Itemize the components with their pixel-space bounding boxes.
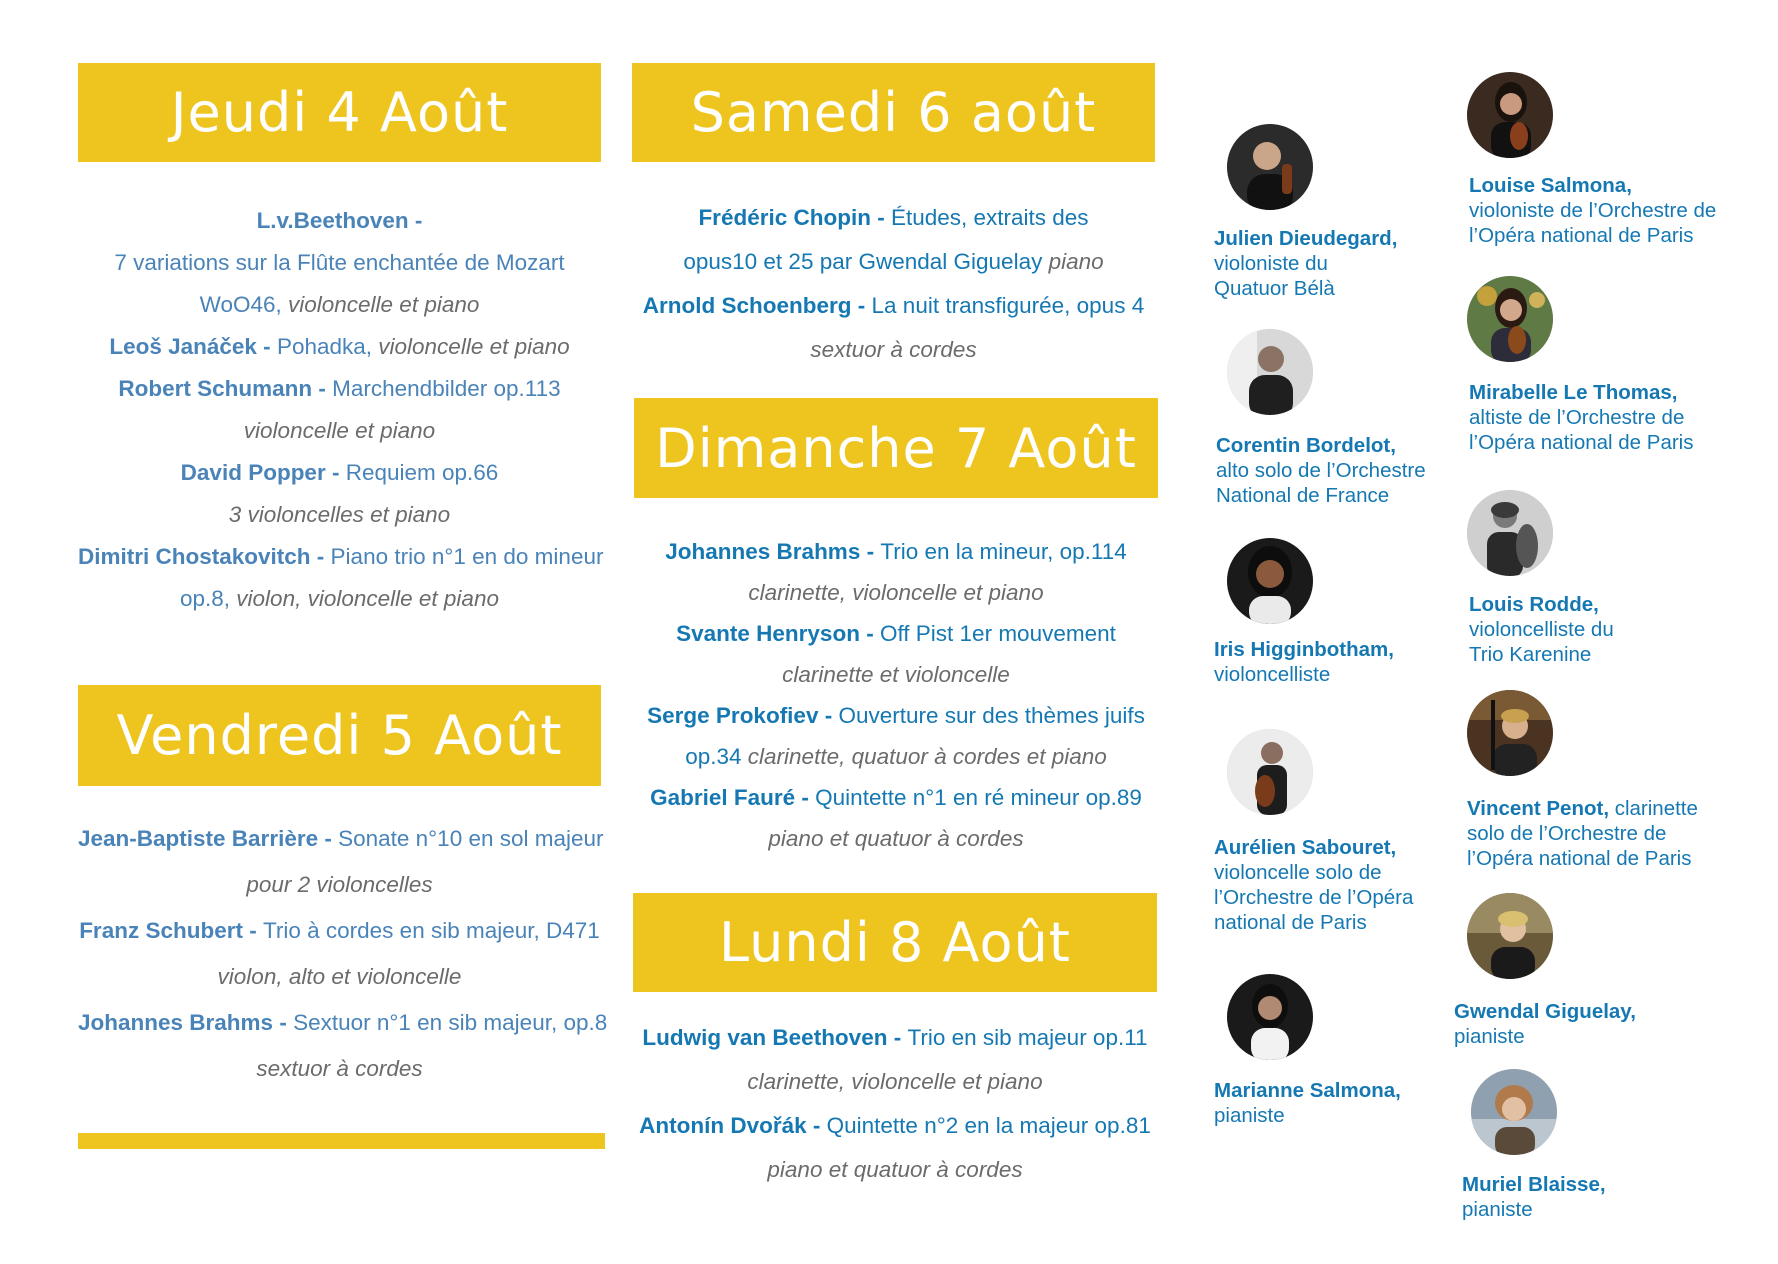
bio-marianne-salmona <box>1214 1078 1401 1128</box>
program-line <box>632 328 1155 372</box>
day-banner-dimanche: Dimanche 7 Août <box>634 398 1158 498</box>
program-line <box>633 1060 1157 1104</box>
musician-name: Mirabelle Le Thomas, <box>1469 381 1678 404</box>
composer-name: Johannes Brahms - <box>665 539 881 564</box>
composer-name: Jean-Baptiste Barrière - <box>78 826 339 851</box>
program-line <box>78 368 601 410</box>
musician-role: Quatuor Bélà <box>1214 277 1335 300</box>
musician-role: pianiste <box>1462 1198 1533 1221</box>
program-samedi <box>632 196 1155 372</box>
composer-name: Arnold Schoenberg - <box>642 293 872 318</box>
musician-role: l’Orchestre de l’Opéra <box>1214 886 1414 909</box>
avatar-corentin-bordelot <box>1227 329 1313 415</box>
avatar-louis-rodde <box>1467 490 1553 576</box>
bio-louis-rodde <box>1469 592 1614 667</box>
program-line <box>634 695 1158 736</box>
composer-name: Gabriel Fauré - <box>650 785 816 810</box>
program-line <box>634 736 1158 777</box>
instrumentation: violon, alto et violoncelle <box>217 964 462 989</box>
work-title: Ouverture sur des thèmes juifs <box>838 703 1145 728</box>
composer-name: L.v.Beethoven - <box>256 208 423 233</box>
instrumentation: piano et quatuor à cordes <box>767 1157 1023 1182</box>
program-line <box>78 200 601 242</box>
program-vendredi <box>78 816 608 1092</box>
composer-name: Svante Henryson - <box>676 621 880 646</box>
musician-role: pianiste <box>1214 1104 1285 1127</box>
instrumentation: violoncelle et piano <box>243 418 436 443</box>
musician-role: Trio Karenine <box>1469 643 1592 666</box>
program-line <box>634 531 1158 572</box>
divider-bar <box>78 1133 605 1149</box>
composer-name: Leoš Janáček - <box>109 334 277 359</box>
program-line <box>634 613 1158 654</box>
bio-louise-salmona <box>1469 173 1716 248</box>
program-line <box>78 452 601 494</box>
instrumentation: sextuor à cordes <box>256 1056 423 1081</box>
program-dimanche <box>634 531 1158 859</box>
program-line <box>634 654 1158 695</box>
composer-name: Franz Schubert - <box>79 918 263 943</box>
avatar-julien-dieudegard <box>1227 124 1313 210</box>
program-line <box>78 284 601 326</box>
bio-vincent-penot <box>1467 796 1698 871</box>
program-line <box>78 410 601 452</box>
musician-name: Vincent Penot, <box>1467 797 1610 820</box>
program-line <box>633 1104 1157 1148</box>
instrumentation: pour 2 violoncelles <box>246 872 433 897</box>
musician-role: violoncelle solo de <box>1214 861 1382 884</box>
program-line <box>632 196 1155 240</box>
program-jeudi <box>78 200 604 620</box>
musician-role: altiste de l’Orchestre de <box>1469 406 1685 429</box>
avatar-vincent-penot <box>1467 690 1553 776</box>
musician-name: Louise Salmona, <box>1469 174 1632 197</box>
musician-role: pianiste <box>1454 1025 1525 1048</box>
bio-gwendal-giguelay <box>1454 999 1636 1049</box>
program-line <box>78 1046 601 1092</box>
composer-name: Serge Prokofiev - <box>647 703 839 728</box>
musician-name: Marianne Salmona, <box>1214 1079 1401 1102</box>
work-title: Trio à cordes en sib majeur, D471 <box>262 918 600 943</box>
musician-name: Muriel Blaisse, <box>1462 1173 1606 1196</box>
program-line <box>78 862 601 908</box>
instrumentation: sextuor à cordes <box>810 337 977 362</box>
musician-name: Corentin Bordelot, <box>1216 434 1396 457</box>
work-title: La nuit transfigurée, opus 4 <box>871 293 1145 318</box>
bio-julien-dieudegard <box>1214 226 1397 301</box>
work-title: Quintette n°1 en ré mineur op.89 <box>815 785 1142 810</box>
program-line <box>633 1016 1157 1060</box>
program-line <box>634 572 1158 613</box>
day-banner-jeudi: Jeudi 4 Août <box>78 63 601 162</box>
work-title: 7 variations sur la Flûte enchantée de Mozart <box>114 250 565 275</box>
instrumentation: clarinette, violoncelle et piano <box>748 580 1044 605</box>
program-line <box>78 816 604 862</box>
program-line <box>78 326 601 368</box>
musician-role: l’Opéra national de Paris <box>1469 431 1694 454</box>
work-title: Off Pist 1er mouvement <box>879 621 1116 646</box>
work-title: Marchendbilder op.113 <box>332 376 561 401</box>
composer-name: Antonín Dvořák - <box>639 1113 827 1138</box>
avatar-gwendal-giguelay <box>1467 893 1553 979</box>
work-title: op.8, <box>180 586 231 611</box>
program-line <box>632 284 1155 328</box>
work-title: Piano trio n°1 en do mineur <box>330 544 604 569</box>
work-title: Quintette n°2 en la majeur op.81 <box>826 1113 1151 1138</box>
work-title: WoO46, <box>199 292 282 317</box>
instrumentation: violon, violoncelle et piano <box>230 586 499 611</box>
program-line <box>78 494 601 536</box>
musician-role: l’Opéra national de Paris <box>1467 847 1692 870</box>
musician-name: Gwendal Giguelay, <box>1454 1000 1636 1023</box>
avatar-iris-higginbotham <box>1227 538 1313 624</box>
program-line <box>78 954 601 1000</box>
musician-role: violoniste de l’Orchestre de <box>1469 199 1717 222</box>
avatar-muriel-blaisse <box>1471 1069 1557 1155</box>
instrumentation: clarinette et violoncelle <box>782 662 1010 687</box>
musician-name: Louis Rodde, <box>1469 593 1599 616</box>
program-line <box>78 1000 608 1046</box>
avatar-mirabelle-le-thomas <box>1467 276 1553 362</box>
work-title: Trio en la mineur, op.114 <box>880 539 1127 564</box>
day-banner-vendredi: Vendredi 5 Août <box>78 685 601 786</box>
work-title: Sextuor n°1 en sib majeur, op.8 <box>293 1010 608 1035</box>
musician-role: violoniste du <box>1214 252 1328 275</box>
avatar-aurelien-sabouret <box>1227 729 1313 815</box>
program-line <box>634 818 1158 859</box>
avatar-louise-salmona <box>1467 72 1553 158</box>
instrumentation: piano <box>1042 249 1104 274</box>
instrumentation: 3 violoncelles et piano <box>228 502 451 527</box>
bio-iris-higginbotham <box>1214 637 1394 687</box>
program-line <box>634 777 1158 818</box>
work-title: opus10 et 25 par Gwendal Giguelay <box>683 249 1043 274</box>
composer-name: Frédéric Chopin - <box>698 205 891 230</box>
program-line <box>632 240 1155 284</box>
work-title: op.34 <box>685 744 742 769</box>
musician-name: Aurélien Sabouret, <box>1214 836 1397 859</box>
bio-muriel-blaisse <box>1462 1172 1606 1222</box>
work-title: Requiem op.66 <box>345 460 499 485</box>
day-banner-samedi: Samedi 6 août <box>632 63 1155 162</box>
day-banner-lundi: Lundi 8 Août <box>633 893 1157 992</box>
program-line <box>78 908 601 954</box>
program-lundi <box>633 1016 1157 1192</box>
musician-name: Iris Higginbotham, <box>1214 638 1394 661</box>
instrumentation: clarinette, violoncelle et piano <box>747 1069 1043 1094</box>
musician-role: l’Opéra national de Paris <box>1469 224 1694 247</box>
work-title: Études, extraits des <box>890 205 1089 230</box>
composer-name: David Popper - <box>180 460 346 485</box>
composer-name: Ludwig van Beethoven - <box>642 1025 908 1050</box>
musician-role: alto solo de l’Orchestre <box>1216 459 1426 482</box>
instrumentation: piano et quatuor à cordes <box>768 826 1024 851</box>
program-line <box>78 578 601 620</box>
composer-name: Dimitri Chostakovitch - <box>78 544 331 569</box>
program-line <box>633 1148 1157 1192</box>
avatar-marianne-salmona <box>1227 974 1313 1060</box>
musician-role: violoncelliste du <box>1469 618 1614 641</box>
bio-corentin-bordelot <box>1216 433 1426 508</box>
musician-role: National de France <box>1216 484 1390 507</box>
musician-role: violoncelliste <box>1214 663 1331 686</box>
program-line <box>78 242 601 284</box>
instrumentation: violoncelle et piano <box>281 292 480 317</box>
musician-name: Julien Dieudegard, <box>1214 227 1398 250</box>
musician-role: solo de l’Orchestre de <box>1467 822 1667 845</box>
composer-name: Robert Schumann - <box>118 376 333 401</box>
musician-role: clarinette <box>1609 797 1698 820</box>
composer-name: Johannes Brahms - <box>78 1010 294 1035</box>
program-line <box>78 536 604 578</box>
work-title: Sonate n°10 en sol majeur <box>338 826 604 851</box>
instrumentation: violoncelle et piano <box>372 334 570 359</box>
instrumentation: clarinette, quatuor à cordes et piano <box>741 744 1107 769</box>
musician-role: national de Paris <box>1214 911 1367 934</box>
bio-aurelien-sabouret <box>1214 835 1413 935</box>
work-title: Trio en sib majeur op.11 <box>907 1025 1148 1050</box>
work-title: Pohadka, <box>276 334 373 359</box>
bio-mirabelle-le-thomas <box>1469 380 1694 455</box>
